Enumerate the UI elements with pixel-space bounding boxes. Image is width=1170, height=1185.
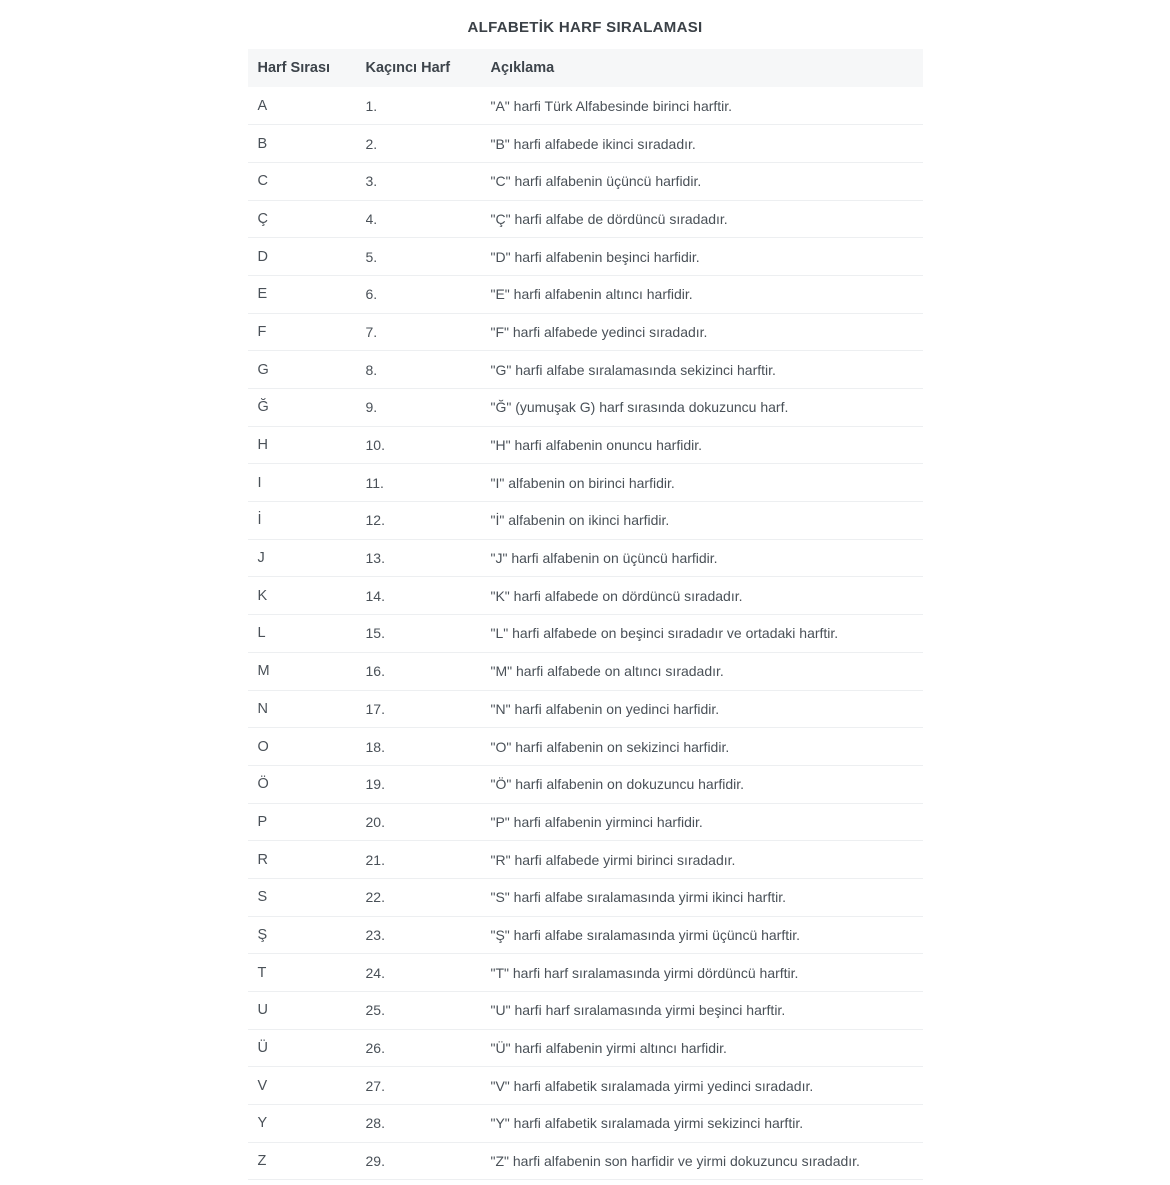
description-cell: "M" harfi alfabede on altıncı sıradadır. xyxy=(491,652,923,690)
letter-cell: H xyxy=(248,426,366,464)
letter-cell: I xyxy=(248,464,366,502)
letter-cell: A xyxy=(248,87,366,125)
column-header-letter: Harf Sırası xyxy=(248,49,366,87)
table-body xyxy=(248,87,923,1180)
letter-cell: D xyxy=(248,238,366,276)
table-row xyxy=(248,426,923,464)
header-row xyxy=(248,49,923,87)
table-row xyxy=(248,200,923,238)
letter-cell: Ç xyxy=(248,200,366,238)
table-header xyxy=(248,49,923,87)
order-cell: 15. xyxy=(366,615,491,653)
description-cell: "L" harfi alfabede on beşinci sıradadır ve ortadaki harftir. xyxy=(491,615,923,653)
letter-cell: R xyxy=(248,841,366,879)
table-row xyxy=(248,502,923,540)
letter-cell: F xyxy=(248,313,366,351)
description-cell: "Ş" harfi alfabe sıralamasında yirmi üçüncü harftir. xyxy=(491,916,923,954)
description-cell: "Y" harfi alfabetik sıralamada yirmi sekizinci harftir. xyxy=(491,1105,923,1143)
description-cell: "S" harfi alfabe sıralamasında yirmi ikinci harftir. xyxy=(491,878,923,916)
description-cell: "C" harfi alfabenin üçüncü harfidir. xyxy=(491,162,923,200)
order-cell: 16. xyxy=(366,652,491,690)
order-cell: 2. xyxy=(366,125,491,163)
column-header-description: Açıklama xyxy=(491,49,923,87)
table-row xyxy=(248,728,923,766)
letter-cell: Ö xyxy=(248,765,366,803)
table-row xyxy=(248,615,923,653)
description-cell: "R" harfi alfabede yirmi birinci sıradadır. xyxy=(491,841,923,879)
order-cell: 22. xyxy=(366,878,491,916)
order-cell: 20. xyxy=(366,803,491,841)
table-row xyxy=(248,577,923,615)
description-cell: "K" harfi alfabede on dördüncü sıradadır. xyxy=(491,577,923,615)
order-cell: 17. xyxy=(366,690,491,728)
letter-cell: S xyxy=(248,878,366,916)
table-row xyxy=(248,464,923,502)
table-row xyxy=(248,1029,923,1067)
table-row xyxy=(248,690,923,728)
table-row xyxy=(248,539,923,577)
letter-cell: M xyxy=(248,652,366,690)
table-row xyxy=(248,162,923,200)
description-cell: "V" harfi alfabetik sıralamada yirmi yedinci sıradadır. xyxy=(491,1067,923,1105)
order-cell: 25. xyxy=(366,992,491,1030)
order-cell: 27. xyxy=(366,1067,491,1105)
order-cell: 1. xyxy=(366,87,491,125)
order-cell: 12. xyxy=(366,502,491,540)
table-row xyxy=(248,125,923,163)
letter-cell: P xyxy=(248,803,366,841)
table-row xyxy=(248,803,923,841)
description-cell: "N" harfi alfabenin on yedinci harfidir. xyxy=(491,690,923,728)
letter-cell: Ş xyxy=(248,916,366,954)
description-cell: "Ç" harfi alfabe de dördüncü sıradadır. xyxy=(491,200,923,238)
table-row xyxy=(248,765,923,803)
table-row xyxy=(248,87,923,125)
letter-cell: V xyxy=(248,1067,366,1105)
alphabet-table xyxy=(248,49,923,1180)
letter-cell: L xyxy=(248,615,366,653)
description-cell: "O" harfi alfabenin on sekizinci harfidir. xyxy=(491,728,923,766)
order-cell: 6. xyxy=(366,275,491,313)
description-cell: "B" harfi alfabede ikinci sıradadır. xyxy=(491,125,923,163)
description-cell: "İ" alfabenin on ikinci harfidir. xyxy=(491,502,923,540)
order-cell: 5. xyxy=(366,238,491,276)
order-cell: 3. xyxy=(366,162,491,200)
table-row xyxy=(248,275,923,313)
letter-cell: E xyxy=(248,275,366,313)
description-cell: "H" harfi alfabenin onuncu harfidir. xyxy=(491,426,923,464)
order-cell: 18. xyxy=(366,728,491,766)
letter-cell: U xyxy=(248,992,366,1030)
letter-cell: Y xyxy=(248,1105,366,1143)
order-cell: 24. xyxy=(366,954,491,992)
letter-cell: İ xyxy=(248,502,366,540)
description-cell: "U" harfi harf sıralamasında yirmi beşinci harftir. xyxy=(491,992,923,1030)
table-row xyxy=(248,916,923,954)
description-cell: "A" harfi Türk Alfabesinde birinci harftir. xyxy=(491,87,923,125)
letter-cell: N xyxy=(248,690,366,728)
page-title: ALFABETİK HARF SIRALAMASI xyxy=(467,19,703,36)
table-row xyxy=(248,954,923,992)
order-cell: 13. xyxy=(366,539,491,577)
description-cell: "P" harfi alfabenin yirminci harfidir. xyxy=(491,803,923,841)
description-cell: "F" harfi alfabede yedinci sıradadır. xyxy=(491,313,923,351)
table-row xyxy=(248,238,923,276)
letter-cell: B xyxy=(248,125,366,163)
letter-cell: J xyxy=(248,539,366,577)
order-cell: 8. xyxy=(366,351,491,389)
order-cell: 7. xyxy=(366,313,491,351)
description-cell: "Z" harfi alfabenin son harfidir ve yirmi dokuzuncu sıradadır. xyxy=(491,1142,923,1180)
letter-cell: Ğ xyxy=(248,389,366,427)
order-cell: 21. xyxy=(366,841,491,879)
table-row xyxy=(248,389,923,427)
description-cell: "J" harfi alfabenin on üçüncü harfidir. xyxy=(491,539,923,577)
letter-cell: Ü xyxy=(248,1029,366,1067)
order-cell: 26. xyxy=(366,1029,491,1067)
table-row xyxy=(248,1142,923,1180)
description-cell: "Ğ" (yumuşak G) harf sırasında dokuzuncu harf. xyxy=(491,389,923,427)
description-cell: "T" harfi harf sıralamasında yirmi dördüncü harftir. xyxy=(491,954,923,992)
letter-cell: G xyxy=(248,351,366,389)
order-cell: 29. xyxy=(366,1142,491,1180)
table-row xyxy=(248,841,923,879)
description-cell: "G" harfi alfabe sıralamasında sekizinci harftir. xyxy=(491,351,923,389)
description-cell: "E" harfi alfabenin altıncı harfidir. xyxy=(491,275,923,313)
table-row xyxy=(248,351,923,389)
table-row xyxy=(248,1105,923,1143)
description-cell: "I" alfabenin on birinci harfidir. xyxy=(491,464,923,502)
column-header-order: Kaçıncı Harf xyxy=(366,49,491,87)
order-cell: 28. xyxy=(366,1105,491,1143)
table-row xyxy=(248,652,923,690)
order-cell: 9. xyxy=(366,389,491,427)
order-cell: 4. xyxy=(366,200,491,238)
table-row xyxy=(248,878,923,916)
order-cell: 11. xyxy=(366,464,491,502)
order-cell: 10. xyxy=(366,426,491,464)
table-row xyxy=(248,992,923,1030)
order-cell: 23. xyxy=(366,916,491,954)
table-row xyxy=(248,1067,923,1105)
order-cell: 19. xyxy=(366,765,491,803)
table-row xyxy=(248,313,923,351)
letter-cell: C xyxy=(248,162,366,200)
letter-cell: T xyxy=(248,954,366,992)
letter-cell: Z xyxy=(248,1142,366,1180)
order-cell: 14. xyxy=(366,577,491,615)
letter-cell: O xyxy=(248,728,366,766)
description-cell: "Ü" harfi alfabenin yirmi altıncı harfidir. xyxy=(491,1029,923,1067)
description-cell: "Ö" harfi alfabenin on dokuzuncu harfidir. xyxy=(491,765,923,803)
description-cell: "D" harfi alfabenin beşinci harfidir. xyxy=(491,238,923,276)
letter-cell: K xyxy=(248,577,366,615)
